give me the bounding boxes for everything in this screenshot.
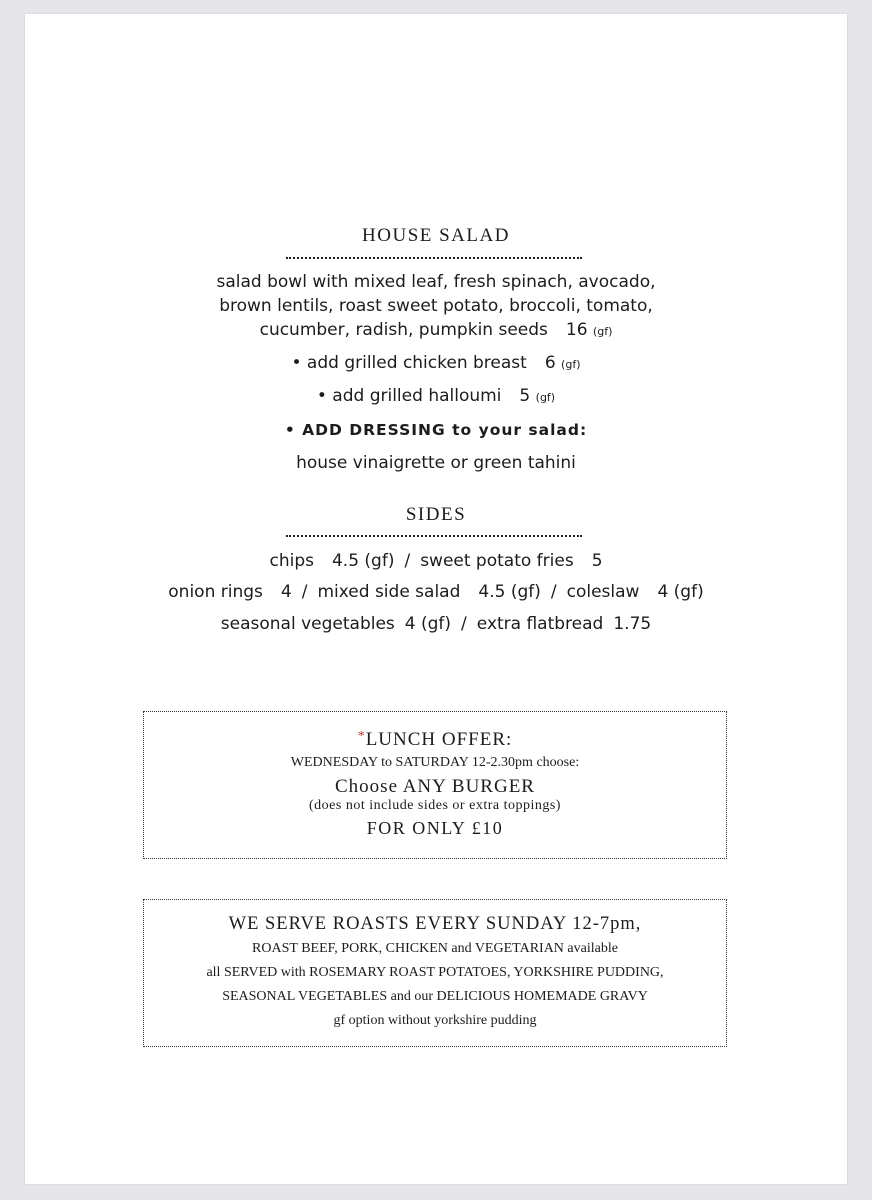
side-coleslaw-label: coleslaw <box>566 582 640 602</box>
sides-row-3 <box>25 614 847 634</box>
side-chips-label: chips <box>269 551 314 571</box>
sides-row-1 <box>25 551 847 571</box>
lunch-offer-star: * <box>357 729 366 744</box>
side-coleslaw-price: 4 (gf) <box>657 582 704 602</box>
side-separator: / <box>461 614 467 634</box>
addon-halloumi-tag: (gf) <box>535 391 556 404</box>
dressing-heading-row <box>25 420 847 440</box>
addon-chicken-row <box>25 353 847 373</box>
side-seasonal-vegetables-label: seasonal vegetables <box>220 614 395 634</box>
house-salad-heading: HOUSE SALAD <box>362 225 510 246</box>
side-separator: / <box>301 582 308 602</box>
side-onion-rings-price: 4 <box>280 582 292 602</box>
roasts-line-1: WE SERVE ROASTS EVERY SUNDAY 12-7pm, <box>228 914 642 934</box>
lunch-offer-title: LUNCH OFFER: <box>365 729 513 750</box>
roasts-line-2: ROAST BEEF, PORK, CHICKEN and VEGETARIAN available <box>252 941 618 956</box>
salad-price-tag: (gf) <box>592 325 613 338</box>
salad-description-line-1: salad bowl with mixed leaf, fresh spinach, avocado, <box>216 272 656 292</box>
side-chips-price: 4.5 (gf) <box>331 551 395 571</box>
side-seasonal-vegetables-price: 4 (gf) <box>404 614 452 634</box>
side-mixed-salad-price: 4.5 (gf) <box>478 582 541 602</box>
lunch-offer-title-row <box>144 729 726 751</box>
salad-description-line-2: brown lentils, roast sweet potato, broccoli, tomato, <box>219 296 653 316</box>
sides-heading: SIDES <box>405 504 467 525</box>
sides-divider <box>286 535 582 537</box>
sides-row-2 <box>25 582 847 602</box>
roasts-line-4: SEASONAL VEGETABLES and our DELICIOUS HOMEMADE GRAVY <box>222 989 648 1004</box>
salad-description-line-3: cucumber, radish, pumpkin seeds <box>259 320 548 340</box>
lunch-offer-days: WEDNESDAY to SATURDAY 12-2.30pm choose: <box>290 755 580 770</box>
addon-halloumi-label: • add grilled halloumi <box>316 386 502 406</box>
addon-chicken-price: 6 <box>544 353 556 373</box>
addon-chicken-label: • add grilled chicken breast <box>291 353 527 373</box>
side-mixed-salad-label: mixed side salad <box>317 582 461 602</box>
dressing-options: house vinaigrette or green tahini <box>296 453 576 473</box>
addon-chicken-tag: (gf) <box>561 358 581 371</box>
roasts-line-3: all SERVED with ROSEMARY ROAST POTATOES, YORKSHIRE PUDDING, <box>206 965 664 980</box>
sunday-roasts-box <box>143 899 727 1047</box>
lunch-offer-box <box>143 711 727 859</box>
lunch-offer-price: FOR ONLY £10 <box>366 818 504 838</box>
lunch-offer-note: (does not include sides or extra toppings) <box>309 798 561 813</box>
side-sweet-potato-fries-price: 5 <box>591 551 603 571</box>
side-extra-flatbread-label: extra flatbread <box>476 614 604 634</box>
roasts-line-5: gf option without yorkshire pudding <box>333 1013 537 1028</box>
side-onion-rings-label: onion rings <box>168 582 263 602</box>
salad-price: 16 <box>565 320 588 340</box>
salad-description-line-3-row <box>25 320 847 340</box>
side-extra-flatbread-price: 1.75 <box>613 614 652 634</box>
dressing-heading: • ADD DRESSING to your salad: <box>284 421 588 439</box>
house-salad-divider <box>286 257 582 259</box>
side-separator: / <box>550 582 557 602</box>
addon-halloumi-price: 5 <box>519 386 531 406</box>
lunch-offer-choice: Choose ANY BURGER <box>335 776 535 797</box>
side-separator: / <box>404 551 411 571</box>
addon-halloumi-row <box>25 386 847 406</box>
side-sweet-potato-fries-label: sweet potato fries <box>420 551 574 571</box>
menu-page <box>25 14 847 1184</box>
